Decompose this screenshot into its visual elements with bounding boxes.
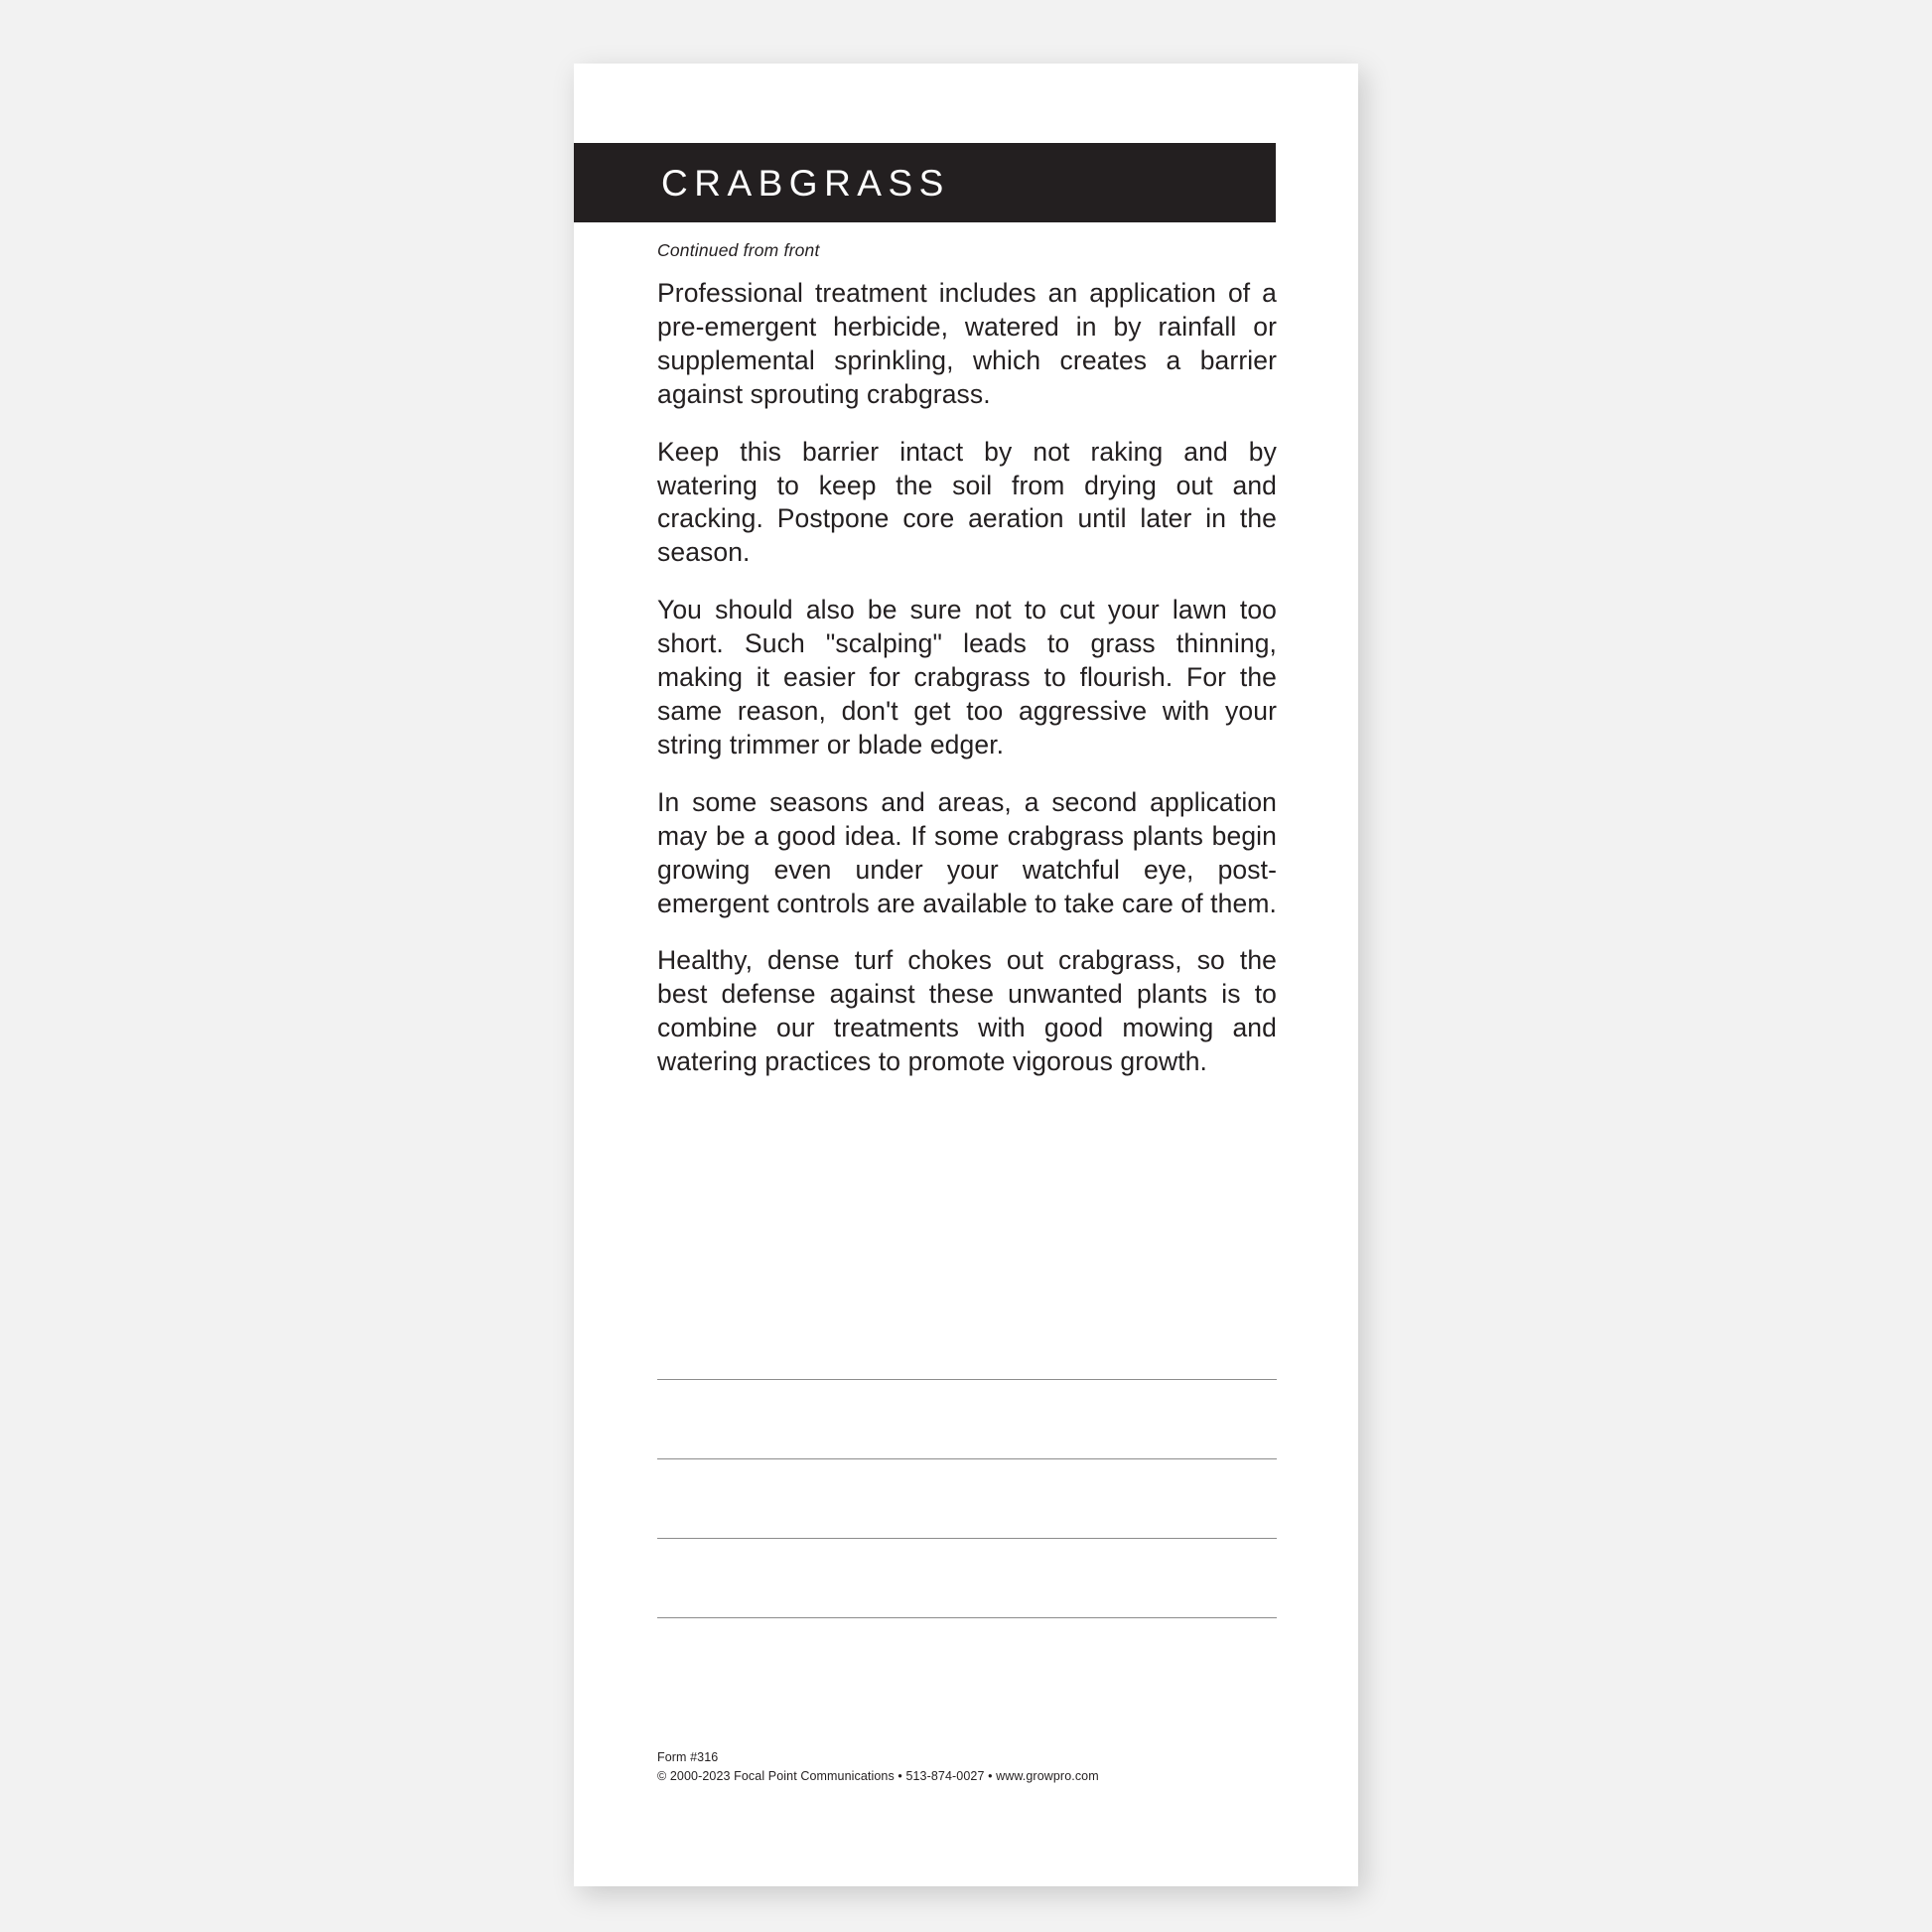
form-number: Form #316 — [657, 1750, 719, 1764]
note-write-line — [657, 1617, 1277, 1618]
body-paragraph: Healthy, dense turf chokes out crabgrass, so the best defense against these unwanted plants is to combine our treatments with good mowing and watering practices to promote vigorous growth. — [657, 945, 1277, 1077]
page-title: CRABGRASS — [661, 162, 950, 204]
document-body — [657, 240, 1277, 1079]
document-header-bar — [574, 143, 1276, 222]
body-paragraph: Professional treatment includes an application of a pre-emergent herbicide, watered in by rainfall or supplemental sprinkling, which creates a barrier against sprouting crabgrass. — [657, 278, 1277, 409]
note-write-line — [657, 1538, 1277, 1539]
note-write-line — [657, 1379, 1277, 1380]
body-paragraph: Keep this barrier intact by not raking and by watering to keep the soil from drying out and cracking. Postpone core aeration until later in the season. — [657, 436, 1277, 568]
document-footer — [657, 1748, 1293, 1786]
document-page — [574, 64, 1358, 1886]
body-paragraph: In some seasons and areas, a second application may be a good idea. If some crabgrass plants begin growing even under your watchful eye, post-emergent controls are available to take care of them. — [657, 786, 1277, 918]
note-write-line — [657, 1458, 1277, 1459]
body-paragraph: You should also be sure not to cut your lawn too short. Such "scalping" leads to grass thinning, making it easier for crabgrass to flourish. For the same reason, don't get too aggressive with your string trimmer or blade edger. — [657, 595, 1277, 759]
notes-area — [657, 1379, 1277, 1618]
copyright-line: © 2000-2023 Focal Point Communications • 513-874-0027 • www.growpro.com — [657, 1768, 1099, 1783]
continued-from-front-note: Continued from front — [657, 240, 820, 260]
